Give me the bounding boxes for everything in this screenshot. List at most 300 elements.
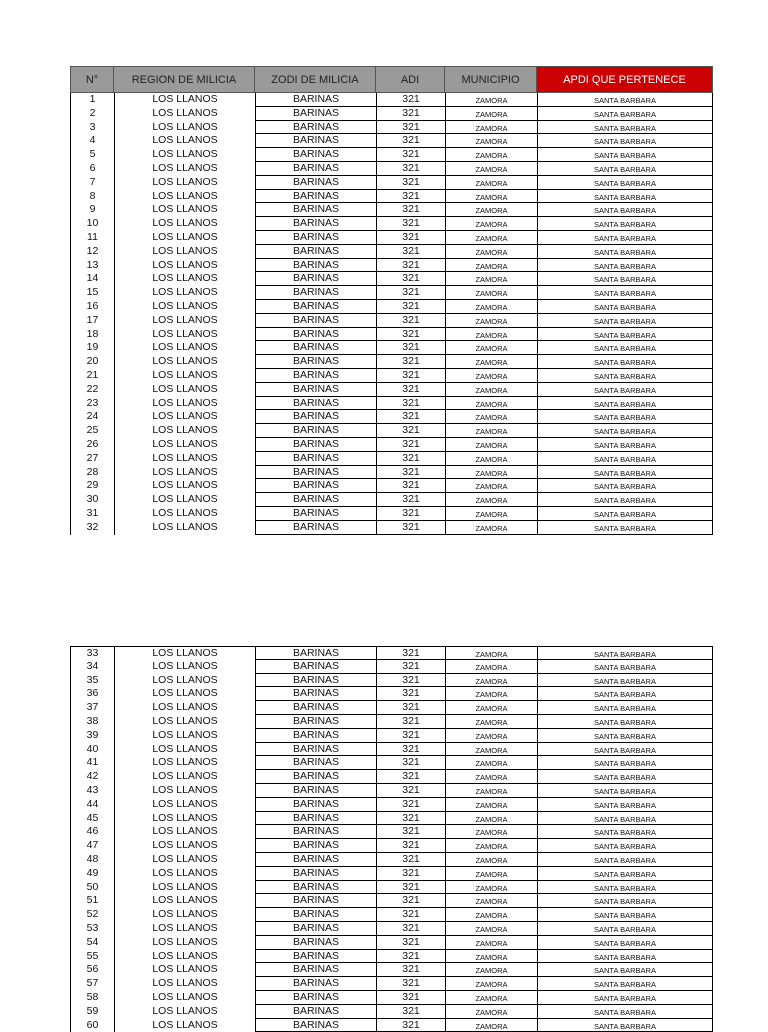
row-adi: 321	[376, 894, 445, 908]
row-adi: 321	[376, 881, 445, 895]
row-adi: 321	[376, 853, 445, 867]
row-region: LOS LLANOS	[114, 424, 255, 438]
row-number: 54	[70, 936, 114, 950]
row-municipio: ZAMORA	[445, 203, 537, 217]
row-adi: 321	[376, 107, 445, 121]
row-region: LOS LLANOS	[114, 922, 255, 936]
row-adi: 321	[376, 203, 445, 217]
table-row	[70, 190, 713, 204]
row-apdi: SANTA BARBARA	[537, 272, 713, 286]
row-number: 59	[70, 1005, 114, 1019]
row-adi: 321	[376, 272, 445, 286]
row-region: LOS LLANOS	[114, 894, 255, 908]
table-row	[70, 272, 713, 286]
row-region: LOS LLANOS	[114, 798, 255, 812]
row-apdi: SANTA BARBARA	[537, 286, 713, 300]
row-apdi: SANTA BARBARA	[537, 950, 713, 964]
row-zodi: BARINAS	[255, 176, 376, 190]
row-number: 24	[70, 410, 114, 424]
row-apdi: SANTA BARBARA	[537, 452, 713, 466]
table-row	[70, 521, 713, 535]
row-apdi: SANTA BARBARA	[537, 743, 713, 757]
row-adi: 321	[376, 867, 445, 881]
row-adi: 321	[376, 93, 445, 107]
table-row	[70, 466, 713, 480]
row-apdi: SANTA BARBARA	[537, 245, 713, 259]
row-zodi: BARINAS	[255, 397, 376, 411]
row-region: LOS LLANOS	[114, 701, 255, 715]
row-apdi: SANTA BARBARA	[537, 328, 713, 342]
row-municipio: ZAMORA	[445, 798, 537, 812]
row-number: 19	[70, 341, 114, 355]
row-adi: 321	[376, 646, 445, 660]
row-region: LOS LLANOS	[114, 162, 255, 176]
row-region: LOS LLANOS	[114, 107, 255, 121]
table-row	[70, 977, 713, 991]
row-zodi: BARINAS	[255, 107, 376, 121]
header-apdi: APDI QUE PERTENECE	[537, 66, 713, 93]
row-municipio: ZAMORA	[445, 991, 537, 1005]
row-adi: 321	[376, 300, 445, 314]
row-apdi: SANTA BARBARA	[537, 867, 713, 881]
row-adi: 321	[376, 314, 445, 328]
row-municipio: ZAMORA	[445, 894, 537, 908]
row-region: LOS LLANOS	[114, 231, 255, 245]
row-zodi: BARINAS	[255, 452, 376, 466]
row-apdi: SANTA BARBARA	[537, 300, 713, 314]
row-municipio: ZAMORA	[445, 867, 537, 881]
row-adi: 321	[376, 328, 445, 342]
header-adi: ADI	[376, 66, 445, 93]
row-zodi: BARINAS	[255, 936, 376, 950]
row-number: 55	[70, 950, 114, 964]
row-municipio: ZAMORA	[445, 341, 537, 355]
row-municipio: ZAMORA	[445, 300, 537, 314]
row-zodi: BARINAS	[255, 991, 376, 1005]
row-region: LOS LLANOS	[114, 438, 255, 452]
row-municipio: ZAMORA	[445, 231, 537, 245]
row-apdi: SANTA BARBARA	[537, 756, 713, 770]
row-adi: 321	[376, 991, 445, 1005]
row-adi: 321	[376, 715, 445, 729]
row-municipio: ZAMORA	[445, 121, 537, 135]
table-row	[70, 881, 713, 895]
row-municipio: ZAMORA	[445, 660, 537, 674]
row-municipio: ZAMORA	[445, 328, 537, 342]
table-row	[70, 867, 713, 881]
row-apdi: SANTA BARBARA	[537, 479, 713, 493]
row-apdi: SANTA BARBARA	[537, 259, 713, 273]
row-region: LOS LLANOS	[114, 134, 255, 148]
row-apdi: SANTA BARBARA	[537, 853, 713, 867]
row-zodi: BARINAS	[255, 908, 376, 922]
row-region: LOS LLANOS	[114, 245, 255, 259]
row-number: 8	[70, 190, 114, 204]
row-zodi: BARINAS	[255, 245, 376, 259]
row-number: 52	[70, 908, 114, 922]
row-apdi: SANTA BARBARA	[537, 93, 713, 107]
row-municipio: ZAMORA	[445, 784, 537, 798]
table-row	[70, 743, 713, 757]
row-apdi: SANTA BARBARA	[537, 148, 713, 162]
row-municipio: ZAMORA	[445, 853, 537, 867]
row-municipio: ZAMORA	[445, 729, 537, 743]
row-municipio: ZAMORA	[445, 397, 537, 411]
row-region: LOS LLANOS	[114, 493, 255, 507]
row-adi: 321	[376, 950, 445, 964]
row-zodi: BARINAS	[255, 1005, 376, 1019]
table-header	[70, 66, 713, 93]
row-zodi: BARINAS	[255, 977, 376, 991]
row-number: 11	[70, 231, 114, 245]
row-zodi: BARINAS	[255, 756, 376, 770]
row-zodi: BARINAS	[255, 314, 376, 328]
row-apdi: SANTA BARBARA	[537, 190, 713, 204]
row-zodi: BARINAS	[255, 715, 376, 729]
row-zodi: BARINAS	[255, 493, 376, 507]
row-number: 44	[70, 798, 114, 812]
row-zodi: BARINAS	[255, 466, 376, 480]
table-body-1	[70, 93, 713, 535]
row-municipio: ZAMORA	[445, 825, 537, 839]
table-row	[70, 701, 713, 715]
row-adi: 321	[376, 756, 445, 770]
row-apdi: SANTA BARBARA	[537, 424, 713, 438]
row-apdi: SANTA BARBARA	[537, 341, 713, 355]
row-zodi: BARINAS	[255, 798, 376, 812]
row-municipio: ZAMORA	[445, 770, 537, 784]
table-row	[70, 397, 713, 411]
row-adi: 321	[376, 438, 445, 452]
table-row	[70, 452, 713, 466]
row-zodi: BARINAS	[255, 410, 376, 424]
row-apdi: SANTA BARBARA	[537, 660, 713, 674]
row-apdi: SANTA BARBARA	[537, 812, 713, 826]
row-municipio: ZAMORA	[445, 479, 537, 493]
row-number: 51	[70, 894, 114, 908]
row-region: LOS LLANOS	[114, 190, 255, 204]
row-zodi: BARINAS	[255, 1019, 376, 1032]
row-municipio: ZAMORA	[445, 410, 537, 424]
row-number: 47	[70, 839, 114, 853]
row-adi: 321	[376, 121, 445, 135]
row-zodi: BARINAS	[255, 438, 376, 452]
table-row	[70, 493, 713, 507]
row-number: 32	[70, 521, 114, 535]
row-number: 42	[70, 770, 114, 784]
row-zodi: BARINAS	[255, 963, 376, 977]
row-number: 48	[70, 853, 114, 867]
row-number: 13	[70, 259, 114, 273]
row-municipio: ZAMORA	[445, 190, 537, 204]
row-apdi: SANTA BARBARA	[537, 881, 713, 895]
row-zodi: BARINAS	[255, 687, 376, 701]
row-municipio: ZAMORA	[445, 922, 537, 936]
table-row	[70, 134, 713, 148]
row-region: LOS LLANOS	[114, 466, 255, 480]
row-zodi: BARINAS	[255, 272, 376, 286]
row-apdi: SANTA BARBARA	[537, 839, 713, 853]
row-apdi: SANTA BARBARA	[537, 674, 713, 688]
row-zodi: BARINAS	[255, 922, 376, 936]
table-body-2	[70, 646, 713, 1032]
row-apdi: SANTA BARBARA	[537, 507, 713, 521]
row-adi: 321	[376, 521, 445, 535]
header-region: REGION DE MILICIA	[114, 66, 255, 93]
row-region: LOS LLANOS	[114, 784, 255, 798]
row-region: LOS LLANOS	[114, 867, 255, 881]
row-municipio: ZAMORA	[445, 908, 537, 922]
table-row	[70, 121, 713, 135]
row-zodi: BARINAS	[255, 300, 376, 314]
table-row	[70, 646, 713, 660]
row-region: LOS LLANOS	[114, 259, 255, 273]
row-number: 7	[70, 176, 114, 190]
row-zodi: BARINAS	[255, 729, 376, 743]
table-row	[70, 1005, 713, 1019]
row-adi: 321	[376, 424, 445, 438]
table-row	[70, 660, 713, 674]
row-apdi: SANTA BARBARA	[537, 162, 713, 176]
table-row	[70, 894, 713, 908]
row-adi: 321	[376, 977, 445, 991]
row-region: LOS LLANOS	[114, 1019, 255, 1032]
row-adi: 321	[376, 369, 445, 383]
row-municipio: ZAMORA	[445, 701, 537, 715]
row-region: LOS LLANOS	[114, 729, 255, 743]
row-apdi: SANTA BARBARA	[537, 729, 713, 743]
row-municipio: ZAMORA	[445, 756, 537, 770]
row-region: LOS LLANOS	[114, 93, 255, 107]
row-region: LOS LLANOS	[114, 660, 255, 674]
row-municipio: ZAMORA	[445, 452, 537, 466]
row-apdi: SANTA BARBARA	[537, 963, 713, 977]
row-region: LOS LLANOS	[114, 148, 255, 162]
row-number: 20	[70, 355, 114, 369]
row-municipio: ZAMORA	[445, 134, 537, 148]
row-adi: 321	[376, 908, 445, 922]
table-row	[70, 922, 713, 936]
table-row	[70, 300, 713, 314]
row-number: 6	[70, 162, 114, 176]
row-apdi: SANTA BARBARA	[537, 825, 713, 839]
row-number: 4	[70, 134, 114, 148]
row-adi: 321	[376, 397, 445, 411]
row-number: 1	[70, 93, 114, 107]
row-apdi: SANTA BARBARA	[537, 217, 713, 231]
table-row	[70, 176, 713, 190]
row-zodi: BARINAS	[255, 217, 376, 231]
row-apdi: SANTA BARBARA	[537, 784, 713, 798]
row-zodi: BARINAS	[255, 646, 376, 660]
table-row	[70, 355, 713, 369]
row-zodi: BARINAS	[255, 134, 376, 148]
row-number: 39	[70, 729, 114, 743]
row-region: LOS LLANOS	[114, 272, 255, 286]
table-row	[70, 107, 713, 121]
row-adi: 321	[376, 687, 445, 701]
table-row	[70, 756, 713, 770]
row-number: 45	[70, 812, 114, 826]
table-row	[70, 410, 713, 424]
row-zodi: BARINAS	[255, 950, 376, 964]
row-zodi: BARINAS	[255, 355, 376, 369]
row-region: LOS LLANOS	[114, 217, 255, 231]
row-number: 36	[70, 687, 114, 701]
row-number: 34	[70, 660, 114, 674]
row-municipio: ZAMORA	[445, 936, 537, 950]
row-adi: 321	[376, 701, 445, 715]
table-row	[70, 314, 713, 328]
row-adi: 321	[376, 190, 445, 204]
row-adi: 321	[376, 217, 445, 231]
row-adi: 321	[376, 798, 445, 812]
table-row	[70, 259, 713, 273]
table-row	[70, 936, 713, 950]
row-municipio: ZAMORA	[445, 839, 537, 853]
row-municipio: ZAMORA	[445, 950, 537, 964]
row-region: LOS LLANOS	[114, 479, 255, 493]
table-row	[70, 908, 713, 922]
row-zodi: BARINAS	[255, 383, 376, 397]
row-region: LOS LLANOS	[114, 341, 255, 355]
row-adi: 321	[376, 936, 445, 950]
row-region: LOS LLANOS	[114, 991, 255, 1005]
row-zodi: BARINAS	[255, 341, 376, 355]
table-row	[70, 328, 713, 342]
row-number: 40	[70, 743, 114, 757]
row-municipio: ZAMORA	[445, 245, 537, 259]
table-row	[70, 798, 713, 812]
row-region: LOS LLANOS	[114, 355, 255, 369]
table-row	[70, 963, 713, 977]
row-zodi: BARINAS	[255, 231, 376, 245]
row-number: 38	[70, 715, 114, 729]
row-region: LOS LLANOS	[114, 521, 255, 535]
row-adi: 321	[376, 355, 445, 369]
row-number: 16	[70, 300, 114, 314]
row-municipio: ZAMORA	[445, 272, 537, 286]
row-apdi: SANTA BARBARA	[537, 107, 713, 121]
row-zodi: BARINAS	[255, 286, 376, 300]
row-region: LOS LLANOS	[114, 963, 255, 977]
row-adi: 321	[376, 479, 445, 493]
row-number: 12	[70, 245, 114, 259]
row-region: LOS LLANOS	[114, 756, 255, 770]
row-zodi: BARINAS	[255, 259, 376, 273]
row-municipio: ZAMORA	[445, 507, 537, 521]
row-region: LOS LLANOS	[114, 507, 255, 521]
row-apdi: SANTA BARBARA	[537, 894, 713, 908]
row-number: 10	[70, 217, 114, 231]
row-municipio: ZAMORA	[445, 148, 537, 162]
row-municipio: ZAMORA	[445, 674, 537, 688]
row-region: LOS LLANOS	[114, 646, 255, 660]
row-number: 22	[70, 383, 114, 397]
row-region: LOS LLANOS	[114, 452, 255, 466]
row-number: 28	[70, 466, 114, 480]
row-apdi: SANTA BARBARA	[537, 715, 713, 729]
row-number: 3	[70, 121, 114, 135]
table-row	[70, 383, 713, 397]
table-page-2	[70, 646, 713, 1032]
row-apdi: SANTA BARBARA	[537, 383, 713, 397]
row-number: 9	[70, 203, 114, 217]
row-apdi: SANTA BARBARA	[537, 314, 713, 328]
row-region: LOS LLANOS	[114, 687, 255, 701]
table-page-1	[70, 66, 713, 535]
row-zodi: BARINAS	[255, 93, 376, 107]
row-region: LOS LLANOS	[114, 977, 255, 991]
row-region: LOS LLANOS	[114, 770, 255, 784]
row-municipio: ZAMORA	[445, 438, 537, 452]
row-region: LOS LLANOS	[114, 383, 255, 397]
row-apdi: SANTA BARBARA	[537, 798, 713, 812]
table-row	[70, 369, 713, 383]
row-adi: 321	[376, 148, 445, 162]
row-number: 14	[70, 272, 114, 286]
table-row	[70, 162, 713, 176]
row-number: 18	[70, 328, 114, 342]
row-apdi: SANTA BARBARA	[537, 493, 713, 507]
row-number: 41	[70, 756, 114, 770]
row-region: LOS LLANOS	[114, 936, 255, 950]
row-municipio: ZAMORA	[445, 812, 537, 826]
table-row	[70, 839, 713, 853]
row-adi: 321	[376, 383, 445, 397]
row-apdi: SANTA BARBARA	[537, 203, 713, 217]
row-adi: 321	[376, 245, 445, 259]
row-zodi: BARINAS	[255, 825, 376, 839]
row-region: LOS LLANOS	[114, 314, 255, 328]
row-municipio: ZAMORA	[445, 466, 537, 480]
row-zodi: BARINAS	[255, 369, 376, 383]
row-municipio: ZAMORA	[445, 743, 537, 757]
row-zodi: BARINAS	[255, 743, 376, 757]
row-municipio: ZAMORA	[445, 355, 537, 369]
row-zodi: BARINAS	[255, 812, 376, 826]
row-region: LOS LLANOS	[114, 328, 255, 342]
row-apdi: SANTA BARBARA	[537, 936, 713, 950]
row-adi: 321	[376, 784, 445, 798]
row-municipio: ZAMORA	[445, 162, 537, 176]
row-region: LOS LLANOS	[114, 743, 255, 757]
row-number: 58	[70, 991, 114, 1005]
row-number: 33	[70, 646, 114, 660]
row-adi: 321	[376, 660, 445, 674]
row-adi: 321	[376, 452, 445, 466]
row-adi: 321	[376, 963, 445, 977]
row-apdi: SANTA BARBARA	[537, 770, 713, 784]
row-adi: 321	[376, 922, 445, 936]
row-apdi: SANTA BARBARA	[537, 466, 713, 480]
row-adi: 321	[376, 341, 445, 355]
row-number: 53	[70, 922, 114, 936]
row-adi: 321	[376, 729, 445, 743]
header-municipio: MUNICIPIO	[445, 66, 537, 93]
row-region: LOS LLANOS	[114, 674, 255, 688]
row-apdi: SANTA BARBARA	[537, 231, 713, 245]
row-municipio: ZAMORA	[445, 259, 537, 273]
row-apdi: SANTA BARBARA	[537, 521, 713, 535]
row-adi: 321	[376, 410, 445, 424]
table-row	[70, 231, 713, 245]
row-municipio: ZAMORA	[445, 646, 537, 660]
row-number: 5	[70, 148, 114, 162]
row-municipio: ZAMORA	[445, 715, 537, 729]
row-municipio: ZAMORA	[445, 314, 537, 328]
row-region: LOS LLANOS	[114, 853, 255, 867]
